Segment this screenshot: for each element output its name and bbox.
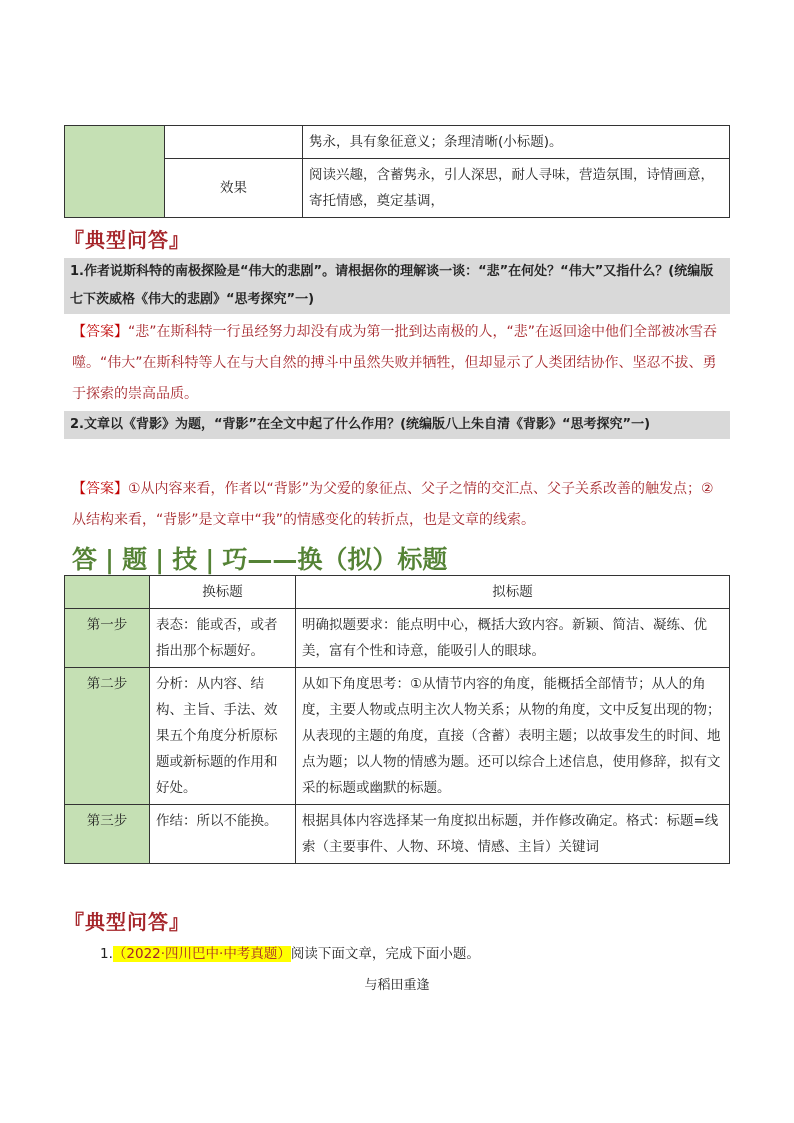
article-title: 与稻田重逢 xyxy=(364,978,430,993)
source-highlight: （2022·四川巴中·中考真题） xyxy=(112,946,291,962)
top-row1-text: 隽永，具有象征意义；条理清晰(小标题)。 xyxy=(303,126,730,159)
table-row xyxy=(65,805,730,864)
effect-label: 效果 xyxy=(165,159,303,218)
answer-2 xyxy=(72,474,722,536)
section-heading-2: 『典型问答』 xyxy=(64,910,190,934)
answer-tag: 【答案】 xyxy=(72,481,128,497)
header-empty-cell xyxy=(65,576,150,609)
title-part: 技 xyxy=(172,545,198,574)
change-cell: 作结：所以不能换。 xyxy=(150,805,296,864)
skill-title xyxy=(72,540,447,576)
table-header-row xyxy=(65,576,730,609)
table-row xyxy=(65,609,730,668)
title-separator: | xyxy=(205,545,215,574)
header-change-title: 换标题 xyxy=(150,576,296,609)
draft-cell: 明确拟题要求：能点明中心，概括大致内容。新颖、简洁、凝练、优美，富有个性和诗意，能吸引人的眼球。 xyxy=(296,609,730,668)
title-separator: | xyxy=(155,545,165,574)
answer-1-text: “悲”在斯科特一行虽经努力却没有成为第一批到达南极的人，“悲”在返回途中他们全部被冰雪吞噬。“伟大”在斯科特等人在与大自然的搏斗中虽然失败并牺牲，但却显示了人类团结协作、坚忍不拔、勇于探索的崇高品质。 xyxy=(72,324,718,402)
title-separator: | xyxy=(105,545,115,574)
title-part: 答 xyxy=(72,545,98,574)
answer-tag: 【答案】 xyxy=(72,324,128,340)
top-row2-text: 阅读兴趣，含蓄隽永，引人深思，耐人寻味，营造氛围，诗情画意，寄托情感，奠定基调， xyxy=(303,159,730,218)
exercise-line xyxy=(100,942,480,966)
title-part: 题 xyxy=(122,545,148,574)
item-number: 1. xyxy=(100,946,113,962)
section-heading: 『典型问答』 xyxy=(64,228,190,252)
draft-cell: 从如下角度思考：①从情节内容的角度，能概括全部情节；从人的角度，主要人物或点明主次人物关系；从物的角度，文中反复出现的物；从表现的主题的角度，直接（含蓄）表明主题；以故事发生的时间、地点为题；以人物的情感为题。还可以综合上述信息，使用修辞，拟有文采的标题或幽默的标题。 xyxy=(296,668,730,805)
step-cell: 第一步 xyxy=(65,609,150,668)
title-part: 巧——换（拟）标题 xyxy=(222,545,448,574)
skill-table xyxy=(64,575,730,864)
change-cell: 分析：从内容、结构、主旨、手法、效果五个角度分析原标题或新标题的作用和好处。 xyxy=(150,668,296,805)
empty-cell xyxy=(165,126,303,159)
header-draft-title: 拟标题 xyxy=(296,576,730,609)
change-cell: 表态：能或否，或者指出那个标题好。 xyxy=(150,609,296,668)
instruction-text: 阅读下面文章，完成下面小题。 xyxy=(290,946,480,962)
answer-2-text: ①从内容来看，作者以“背影”为父爱的象征点、父子之情的交汇点、父子关系改善的触发点；②从结构来看，“背影”是文章中“我”的情感变化的转折点，也是文章的线索。 xyxy=(72,481,714,528)
question-1: 1.作者说斯科特的南极探险是“伟大的悲剧”。请根据你的理解谈一谈：“悲”在何处？“伟大”又指什么？(统编版七下茨威格《伟大的悲剧》“思考探究”一) xyxy=(64,258,730,314)
question-2: 2.文章以《背影》为题，“背影”在全文中起了什么作用？(统编版八上朱自清《背影》“思考探究”一) xyxy=(64,411,730,439)
table-row xyxy=(65,668,730,805)
green-cell xyxy=(65,126,165,218)
step-cell: 第三步 xyxy=(65,805,150,864)
draft-cell: 根据具体内容选择某一角度拟出标题，并作修改确定。格式：标题=线索（主要事件、人物、环境、情感、主旨）关键词 xyxy=(296,805,730,864)
step-cell: 第二步 xyxy=(65,668,150,805)
top-table xyxy=(64,125,730,218)
answer-1 xyxy=(72,317,722,410)
